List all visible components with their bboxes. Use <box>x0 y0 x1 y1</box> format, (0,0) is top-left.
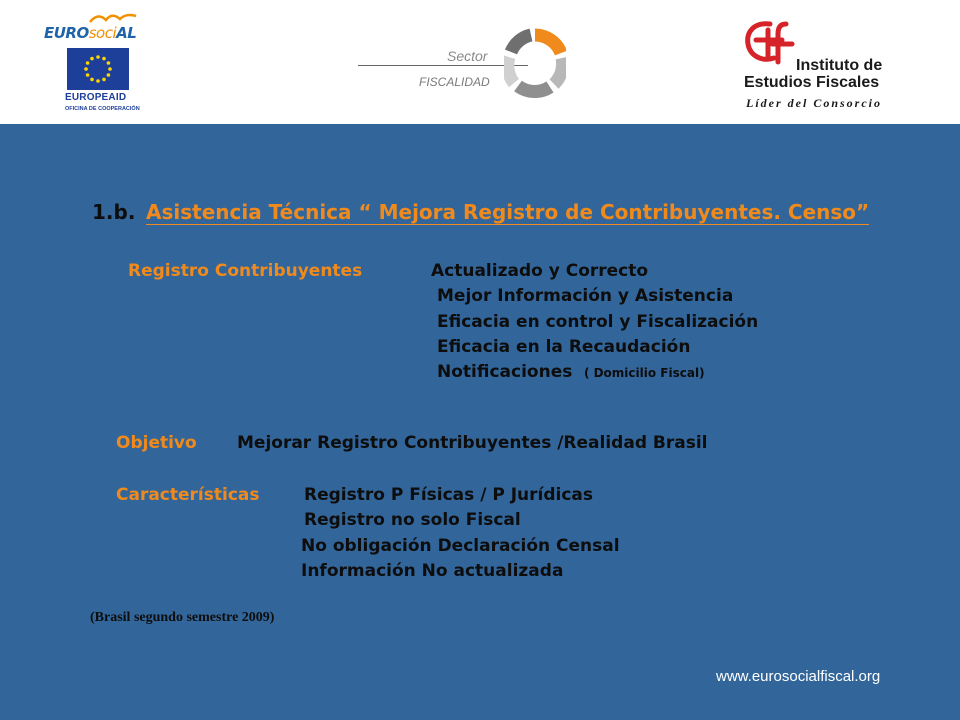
ief-mark-icon <box>740 18 800 76</box>
caracteristicas-item: Registro P Físicas / P Jurídicas <box>304 485 593 505</box>
registro-label: Registro Contribuyentes <box>128 261 363 281</box>
registro-item: Eficacia en control y Fiscalización <box>437 312 759 332</box>
ring-icon <box>504 28 566 98</box>
caracteristicas-item: Información No actualizada <box>301 561 564 581</box>
objetivo-value: Mejorar Registro Contribuyentes /Realidad Brasil <box>237 433 708 453</box>
europeaid-subtitle: OFICINA DE COOPERACIÓN <box>65 106 140 112</box>
eu-flag-icon <box>67 48 129 90</box>
sector-divider <box>358 65 528 66</box>
sector-fiscalidad-logo <box>356 28 566 100</box>
footnote: (Brasil segundo semestre 2009) <box>90 610 275 625</box>
ief-name-line2: Estudios Fiscales <box>744 74 880 91</box>
registro-item-notificaciones <box>437 362 705 382</box>
fiscalidad-label: FISCALIDAD <box>419 75 490 89</box>
ief-logo <box>740 18 910 118</box>
registro-item: Mejor Información y Asistencia <box>437 286 734 306</box>
caracteristicas-item: No obligación Declaración Censal <box>301 536 620 556</box>
registro-item: Actualizado y Correcto <box>431 261 649 281</box>
eurosocial-wordmark: EUROsociAL <box>44 24 137 42</box>
registro-note: ( Domicilio Fiscal) <box>583 366 705 380</box>
ief-name-line1: Instituto de <box>796 57 883 74</box>
caracteristicas-item: Registro no solo Fiscal <box>304 510 521 530</box>
slide-title: Asistencia Técnica “ Mejora Registro de Contribuyentes. Censo” <box>146 200 870 224</box>
ief-tagline: Líder del Consorcio <box>746 96 882 110</box>
registro-item: Eficacia en la Recaudación <box>437 337 691 357</box>
logo-header <box>0 0 960 124</box>
sector-label: Sector <box>447 48 488 64</box>
europeaid-wordmark: EUROPEAID <box>65 92 127 103</box>
caracteristicas-label: Características <box>116 485 260 505</box>
objetivo-label: Objetivo <box>116 433 197 453</box>
eurosocial-logo <box>44 8 154 116</box>
registro-item: Notificaciones <box>437 362 573 382</box>
title-number: 1.b. <box>92 200 136 224</box>
footer-url-link[interactable]: www.eurosocialfiscal.org <box>716 668 881 685</box>
